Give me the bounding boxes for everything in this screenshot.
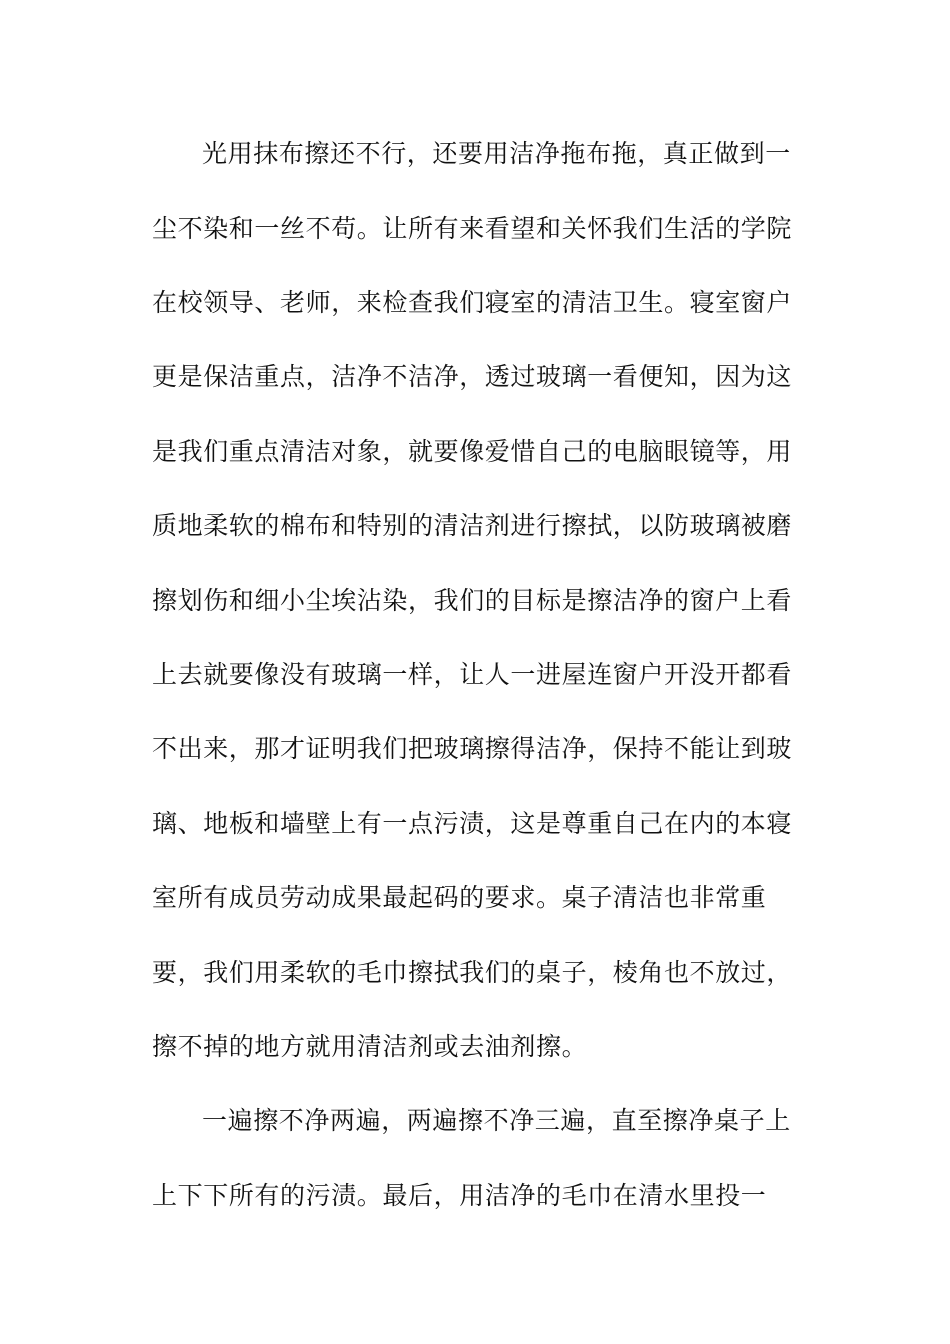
paragraph-2-line-1: 一遍擦不净两遍，两遍擦不净三遍，直至擦净桌子上 — [202, 1106, 791, 1135]
paragraph-2-line-2: 上下下所有的污渍。最后，用洁净的毛巾在清水里投一 — [152, 1181, 767, 1210]
paragraph-1-line-13: 擦不掉的地方就用清洁剂或去油剂擦。 — [152, 1032, 588, 1061]
paragraph-1-line-10: 璃、地板和墙壁上有一点污渍，这是尊重自己在内的本寝 — [152, 809, 793, 838]
paragraph-1-line-1: 光用抹布擦还不行，还要用洁净拖布拖，真正做到一 — [202, 139, 791, 168]
paragraph-1-line-5: 是我们重点清洁对象，就要像爱惜自己的电脑眼镜等，用 — [152, 437, 793, 466]
paragraph-1-line-2: 尘不染和一丝不苟。让所有来看望和关怀我们生活的学院 — [152, 214, 793, 243]
paragraph-1-line-4: 更是保洁重点，洁净不洁净，透过玻璃一看便知，因为这 — [152, 362, 793, 391]
paragraph-1-line-9: 不出来，那才证明我们把玻璃擦得洁净，保持不能让到玻 — [152, 734, 793, 763]
paragraph-1-line-7: 擦划伤和细小尘埃沾染，我们的目标是擦洁净的窗户上看 — [152, 586, 793, 615]
paragraph-1-line-8: 上去就要像没有玻璃一样，让人一进屋连窗户开没开都看 — [152, 660, 793, 689]
paragraph-1-line-6: 质地柔软的棉布和特别的清洁剂进行擦拭，以防玻璃被磨 — [152, 511, 793, 540]
paragraph-1-line-11: 室所有成员劳动成果最起码的要求。桌子清洁也非常重 — [152, 883, 767, 912]
paragraph-1-line-12: 要，我们用柔软的毛巾擦拭我们的桌子，棱角也不放过， — [152, 958, 793, 987]
paragraph-1-line-3: 在校领导、老师，来检查我们寝室的清洁卫生。寝室窗户 — [152, 288, 793, 317]
